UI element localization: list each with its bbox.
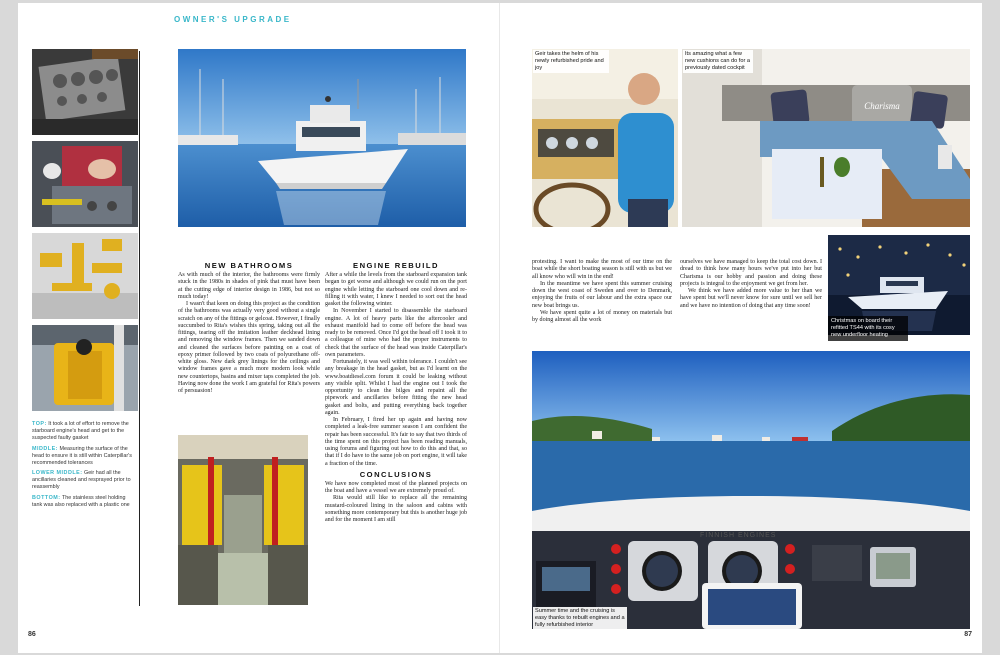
paragraph: protesting. I want to make the most of our time on the boat while the short boating season is still with us but we all know who will win in the end! (532, 259, 672, 280)
paragraph: Fortunately, it was well within tolerance. I couldn't see any breakage in the head gasket, but as I'd learnt on the www.boatdiesel.com forum it could be leaking without any visible split. Whilst I had the engine out I took the opportunity to clean the bilges and repaint all the pipework and ancillaries before fitting the new head gasket and bolts, and putting everything back together again. (325, 359, 467, 416)
measuring-head-photo (32, 141, 138, 227)
paragraph: In February, I fired her up again and having now completed a leak-free summer season I am confident the repair has been successful. It's fair to say that two thirds of the time spent on this project has been reading manuals, using forums and figuring out how to do this and that, so that if I do have to the same job on port engine, it will take a fraction of the time. (325, 417, 467, 467)
heading-engine-rebuild: ENGINE REBUILD (353, 261, 439, 270)
paragraph: I wasn't that keen on doing this project as the condition of the bathrooms was actually very good without a single scratch on any of the fittings or gelcoat. However, I finally succumbed to Rita's wishes this spring, taking out all the fittings, tearing off the imitation leather deckhead lining and removing the window frames. Then we sanded down and cleaned the surfaces before painting on a coat of epoxy primer followed by two coats of polyurethane off-white gloss. New dark grey linings for the ceilings and window frames gave a much more modern look while new countertops, basins and mixer taps completed the job. Having now done the work I am grateful for Rita's powers of persuasion! (178, 301, 320, 395)
paragraph: As with much of the interior, the bathrooms were firmly stuck in the 1980s in shades of pink that must have been at the cutting edge of interior design in 1986, but not so much today! (178, 272, 320, 300)
heading-new-bathrooms: NEW BATHROOMS (204, 261, 294, 270)
page-number-left: 86 (28, 631, 36, 638)
paragraph: ourselves we have managed to keep the total cost down. I dread to think how many hours we've put into her but Charisma is our hobby and passion and doing these projects is integral to the enjoyment we get from her. (680, 259, 822, 287)
article-column-4 (680, 259, 822, 310)
paragraph: In the meantime we have spent this summer cruising down the west coast of Sweden and over to Denmark, enjoying the fruits of our labour and the extra space our new boat brings us. (532, 280, 672, 309)
holding-tank-photo (32, 325, 138, 411)
magazine-spread (18, 3, 982, 653)
paragraph: In November I started to disassemble the starboard engine. A lot of heavy parts like the aftercooler and exhaust manifold had to come off before the head was ready to be removed. Once I'd got the head off I took it to a colleague of mine who had the proper instruments to check that the surface of the head was inside Caterpillar's own parameters. (325, 308, 467, 358)
page-number-right: 87 (964, 631, 972, 638)
article-column-3 (532, 259, 672, 324)
article-column-2 (325, 259, 467, 524)
heading-conclusions: CONCLUSIONS (359, 469, 433, 479)
caption-lower-middle: LOWER MIDDLE: Geir had all the ancillaries cleaned and resprayed prior to reassembly (32, 470, 131, 491)
paragraph: After a while the levels from the starboard expansion tank began to get worse and although we could run on the port engine while letting the starboard one cool down and re-filling it with water, I knew I needed to sort out the head gasket the following winter. (325, 272, 467, 308)
column-divider (139, 51, 140, 606)
cockpit-cushions-photo (682, 49, 970, 227)
paragraph: We have spent quite a lot of money on materials but by doing almost all the work (532, 309, 672, 323)
side-captions (32, 421, 136, 513)
ancillaries-photo (32, 233, 138, 319)
engine-head-photo (32, 49, 138, 135)
boat-marina-photo (178, 49, 466, 227)
section-label: OWNER'S UPGRADE (174, 15, 292, 24)
summer-cruising-photo (532, 351, 970, 629)
paragraph: Rita would still like to replace all the remaining mustard-coloured lining in the saloon and cabins with something more contemporary but this is another huge job and for the moment I am still (325, 495, 467, 524)
cushion-boat-name: Charisma (864, 101, 900, 111)
paragraph: We have now completed most of the planned projects on the boat and have a vessel we are extremely proud of. (325, 480, 467, 495)
engine-room-photo (178, 435, 308, 605)
caption-helm: Geir takes the helm of his newly refurbished pride and joy (533, 50, 609, 73)
article-column-1 (178, 259, 320, 395)
paragraph: We think we have added more value to her than we have spent but we'll never know for sure until we sell her and we have no intention of doing that any time soon! (680, 288, 822, 309)
caption-christmas: Christmas on board their refitted TS44 with its cosy new underfloor heating (828, 316, 908, 341)
left-page (18, 3, 500, 653)
caption-cushions: Its amazing what a few new cushions can do for a previously dated cockpit (683, 50, 753, 73)
caption-bottom: BOTTOM: The stainless steel holding tank was also replaced with a plastic one (32, 495, 130, 509)
dashboard-brand: FINNISH ENGINES (700, 532, 777, 539)
caption-summer: Summer time and the cruising is easy thanks to rebuilt engines and a fully refurbished interior (533, 607, 627, 630)
caption-middle: MIDDLE: Measuring the surface of the head to ensure it is still within Caterpillar's recommended tolerances (32, 445, 132, 466)
caption-top: TOP: It took a lot of effort to remove the starboard engine's head and get to the suspected faulty gasket (32, 421, 129, 441)
right-page (500, 3, 982, 653)
helm-photo (532, 49, 678, 227)
